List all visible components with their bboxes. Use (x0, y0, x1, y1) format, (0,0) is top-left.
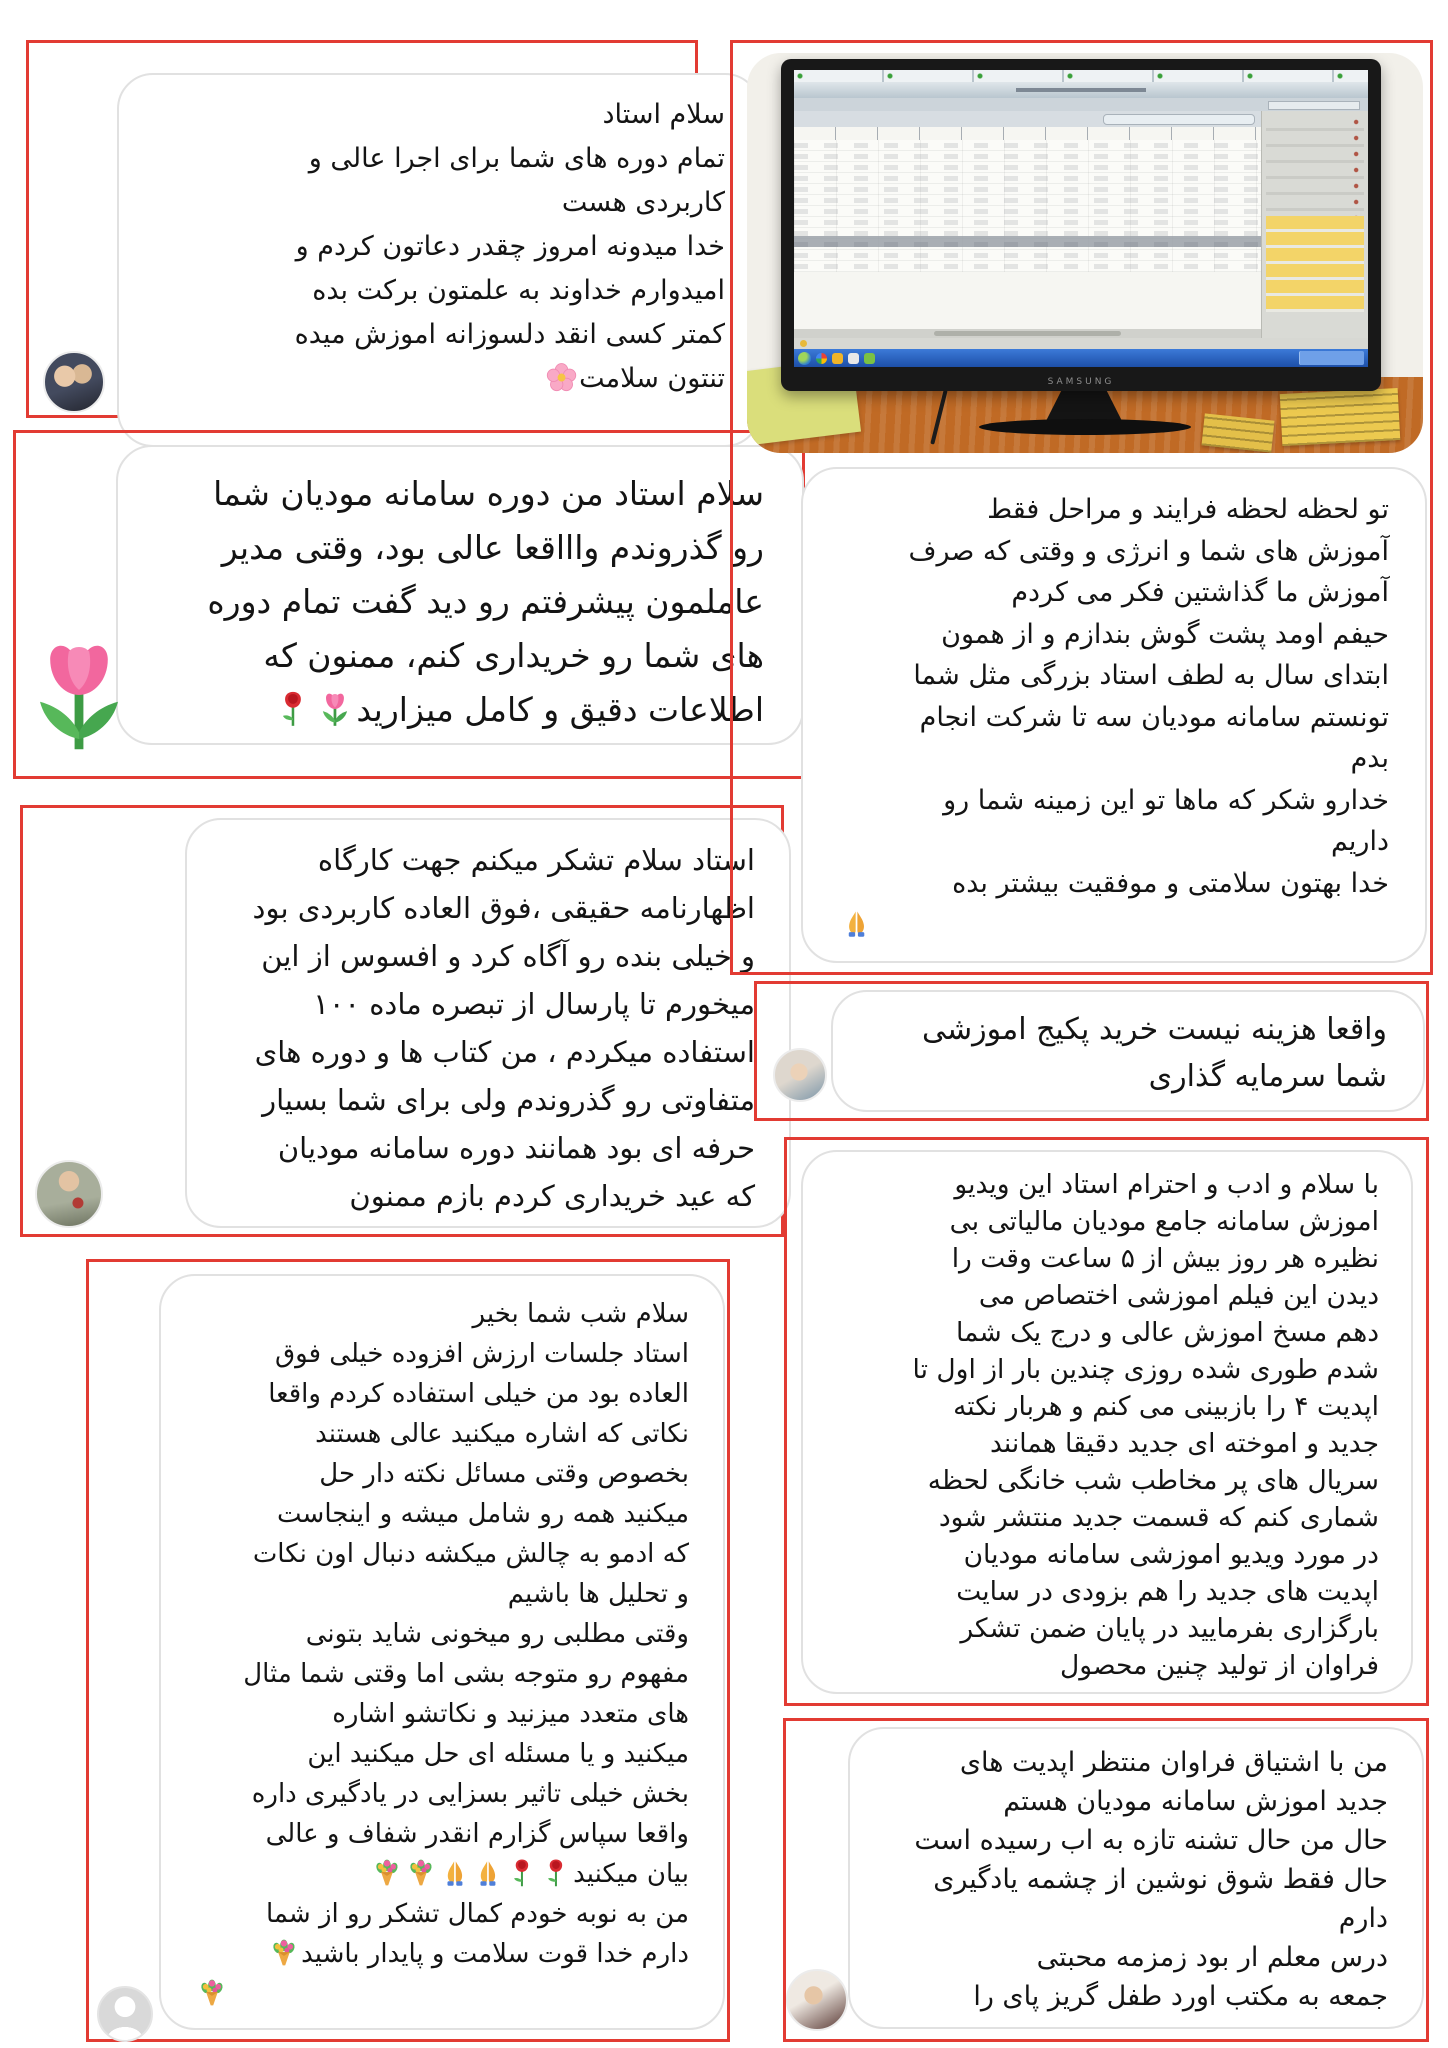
message-line (156, 575, 764, 629)
start-button-icon (798, 352, 811, 365)
message-text: سلام استاد (602, 99, 725, 130)
message-line (195, 1734, 689, 1774)
message-text: دهم مسخ اموزش عالی و درج یک شما (956, 1317, 1379, 1348)
message-line (195, 1654, 689, 1694)
message-text: در مورد ویدیو اموزشی سامانه مودیان (963, 1539, 1379, 1570)
message-line (221, 980, 755, 1028)
message-text: شدم طوری شده روزی چندین بار از اول تا (912, 1354, 1379, 1385)
app-toolbar (794, 98, 1368, 111)
pray-emoji-icon (473, 1858, 503, 1888)
message-text: تونستم سامانه مودیان سه تا شرکت انجام (919, 701, 1389, 733)
message-line (884, 1782, 1388, 1821)
chat-bubble (116, 445, 804, 745)
tulip-emoji-icon (316, 690, 354, 728)
message-text: که عید خریداری کردم بازم ممنون (349, 1179, 755, 1213)
message-line (156, 683, 764, 737)
message-text: بارگزاری بفرمایید در پایان ضمن تشکر (960, 1613, 1379, 1644)
message-text: مفهوم رو متوجه بشی اما وقتی شما مثال (243, 1659, 689, 1689)
message-line (195, 1774, 689, 1814)
message-text: اطلاعات دقیق و کامل میزارید (356, 690, 764, 729)
message-text: تمام دوره های شما برای اجرا عالی و (308, 143, 725, 174)
sidebar-highlighted-items (1266, 216, 1364, 312)
message-text: بیان میکنید (573, 1859, 689, 1889)
pray-emoji-icon (440, 1858, 470, 1888)
message-text: داریم (1330, 826, 1389, 857)
app-icon (864, 353, 875, 364)
sticky-note (1280, 388, 1401, 446)
message-text: خدا بهتون سلامتی و موفقیت بیشتر بده (952, 867, 1389, 899)
message-line (221, 1124, 755, 1172)
message-line (884, 1938, 1388, 1977)
message-line (835, 1240, 1379, 1277)
message-line (195, 1894, 689, 1934)
message-text: با سلام و ادب و احترام استاد این ویدیو (954, 1169, 1379, 1200)
table-filter-bar (794, 111, 1261, 127)
table-header-row (794, 127, 1261, 140)
monitor-brand-label: SAMSUNG (1047, 377, 1115, 387)
monitor-photo (747, 53, 1423, 453)
message-line (195, 1694, 689, 1734)
message-text: متفاوتی رو گذروندم ولی برای شما بسیار (262, 1083, 755, 1117)
browser-icon (816, 353, 827, 364)
message-text: جمعه به مکتب اورد طفل گریز پای را (973, 1981, 1388, 2012)
message-line (884, 1860, 1388, 1899)
default-avatar (97, 1986, 153, 2042)
message-line (835, 1166, 1379, 1203)
chat-bubble (801, 1150, 1413, 1694)
avatar (773, 1048, 827, 1102)
message-text: و خیلی بنده رو آگاه کرد و افسوس از این (261, 939, 755, 973)
screenshot-frame-7 (784, 1137, 1429, 1706)
message-text: تنتون سلامت (579, 363, 725, 394)
message-text: کمتر کسی انقد دلسوزانه اموزش میده (294, 319, 725, 350)
message-text: میکنید همه رو شامل میشه و اینجاست (277, 1499, 689, 1529)
message-text: سلام استاد من دوره سامانه مودیان شما (213, 474, 764, 513)
windows-taskbar (794, 349, 1368, 367)
message-text: میکنید و یا مسئله ای حل میکنید این (307, 1739, 689, 1769)
message-line (839, 738, 1389, 780)
message-line (835, 1462, 1379, 1499)
screenshot-frame-2 (13, 430, 805, 779)
message-line (153, 225, 725, 269)
message-text: اموزش سامانه جامع مودیان مالیاتی بی (949, 1206, 1379, 1237)
message-text: بخش خیلی تاثیر بسزایی در یادگیری داره (251, 1779, 689, 1809)
message-line (835, 1573, 1379, 1610)
message-text: شماری کنم که قسمت جدید منتشر شود (938, 1502, 1379, 1533)
message-text: درس معلم ار بود زمزمه محبتی (1036, 1942, 1388, 1973)
message-line (835, 1203, 1379, 1240)
message-text: واقعا هزینه نیست خرید پکیج اموزشی (922, 1012, 1387, 1047)
message-text: فراوان از تولید چنین محصول (1060, 1650, 1379, 1681)
message-text: اپدیت های جدید را هم بزودی در سایت (956, 1576, 1379, 1607)
app-main-area (794, 111, 1368, 338)
message-line (195, 1574, 689, 1614)
status-bar (794, 338, 1368, 349)
message-line (839, 531, 1389, 573)
message-line (153, 93, 725, 137)
message-line (195, 1854, 689, 1894)
chat-bubble (848, 1727, 1424, 2029)
bouquet-emoji-icon (406, 1858, 436, 1888)
message-text: العاده بود من خیلی استفاده کردم واقعا (268, 1379, 689, 1409)
screenshot-frame-8 (783, 1718, 1429, 2042)
message-text: کاربردی هست (561, 187, 725, 218)
message-text: عاملمون پیشرفتم رو دید گفت تمام دوره (207, 582, 764, 621)
message-line (884, 1899, 1388, 1938)
message-line (835, 1647, 1379, 1684)
taskbar-clock (1299, 351, 1364, 365)
avatar (786, 1969, 848, 2031)
message-line (195, 1494, 689, 1534)
pray-emoji-icon (841, 908, 872, 939)
bouquet-emoji-icon (372, 1858, 402, 1888)
message-line (835, 1610, 1379, 1647)
message-line (869, 1053, 1387, 1100)
message-line (195, 1414, 689, 1454)
tulip-emoji-icon (18, 627, 140, 763)
message-text: جدید اموزش سامانه مودیان هستم (1003, 1786, 1388, 1817)
message-line (195, 1814, 689, 1854)
message-line (835, 1388, 1379, 1425)
message-line (835, 1277, 1379, 1314)
message-text: وقتی مطلبی رو میخونی شاید بتونی (305, 1619, 689, 1649)
message-line (221, 1076, 755, 1124)
message-line (195, 1974, 689, 2014)
message-text: آموزش های شما و انرژی و وقتی که صرف (908, 535, 1389, 567)
message-line (839, 904, 1389, 946)
message-text: بخصوص وقتی مسائل نکته دار حل (319, 1459, 689, 1489)
message-text: استفاده میکردم ، من کتاب ها و دوره های (254, 1035, 755, 1069)
table-rows (794, 140, 1261, 272)
chat-bubble (801, 467, 1427, 963)
message-text: اظهارنامه حقیقی ،فوق العاده کاربردی بود (252, 891, 755, 925)
message-text: حال من حال تشنه تازه به اب رسیده است (914, 1825, 1388, 1856)
message-text: های شما رو خریداری کنم، ممنون که (263, 636, 764, 675)
message-line (839, 780, 1389, 822)
message-line (221, 932, 755, 980)
message-text: نکاتی که اشاره میکنید عالی هستند (315, 1419, 689, 1449)
records-table (794, 111, 1261, 338)
message-line (156, 521, 764, 575)
message-text: ابتدای سال به لطف استاد بزرگی مثل شما (913, 660, 1389, 691)
message-text: استاد سلام تشکر میکنم جهت کارگاه (317, 843, 755, 877)
message-text: خدارو شکر که ماها تو این زمینه شما رو (943, 784, 1389, 816)
message-line (839, 614, 1389, 656)
screenshot-frame-1 (26, 40, 725, 418)
message-text: جدید و اموخته ای جدید دقیقا همانند (989, 1428, 1379, 1459)
message-line (153, 269, 725, 313)
message-text: شما سرمایه گذاری (1148, 1059, 1387, 1094)
message-line (195, 1294, 689, 1334)
message-line (835, 1351, 1379, 1388)
message-line (195, 1454, 689, 1494)
app-icon (848, 353, 859, 364)
message-line (156, 467, 764, 521)
message-line (884, 1821, 1388, 1860)
screenshot-frame-4 (86, 1259, 730, 2042)
message-text: سلام شب شما بخیر (472, 1299, 689, 1329)
message-text: واقعا سپاس گزارم انقدر شفاف و عالی (265, 1819, 689, 1849)
message-line (221, 1028, 755, 1076)
message-line (835, 1499, 1379, 1536)
message-text: اپدیت ۴ را بازبینی می کنم و هربار نکته (953, 1391, 1379, 1422)
message-text: نظیره هر روز بیش از ۵ ساعت وقت را (951, 1243, 1379, 1274)
message-text: دارم خدا قوت سلامت و پایدار باشید (301, 1939, 689, 1969)
chat-bubble (831, 990, 1425, 1112)
message-line (869, 1006, 1387, 1053)
sidebar-panel (1261, 111, 1368, 338)
screenshot-frame-3 (20, 805, 784, 1237)
folder-icon (832, 353, 843, 364)
selected-row (794, 236, 1261, 247)
message-text: رو گذروندم واااقعا عالی بود، وقتی مدیر (221, 528, 764, 567)
message-line (195, 1334, 689, 1374)
message-line (153, 181, 725, 225)
bouquet-emoji-icon (197, 1978, 227, 2008)
message-line (153, 313, 725, 357)
tax-software-screen (794, 70, 1368, 367)
message-line (221, 1172, 755, 1220)
message-text: حرفه ای بود همانند دوره سامانه مودیان (277, 1131, 755, 1165)
chat-bubble (185, 818, 791, 1228)
message-line (221, 836, 755, 884)
message-text: حال فقط شوق نوشین از چشمه یادگیری (933, 1864, 1388, 1895)
message-line (156, 629, 764, 683)
app-title-bar (794, 82, 1368, 98)
chat-bubble (117, 73, 761, 447)
message-line (839, 697, 1389, 739)
message-line (153, 357, 725, 401)
message-text: تو لحظه لحظه فرایند و مراحل فقط (987, 494, 1389, 525)
rose-emoji-icon (541, 1858, 571, 1888)
message-text: سریال های پر مخاطب شب خانگی لحظه (927, 1465, 1379, 1496)
message-line (835, 1425, 1379, 1462)
message-text: استاد جلسات ارزش افزوده خیلی فوق (274, 1339, 689, 1369)
message-line (195, 1614, 689, 1654)
message-line (195, 1934, 689, 1974)
message-line (884, 1743, 1388, 1782)
bouquet-emoji-icon (269, 1938, 299, 1968)
message-line (839, 821, 1389, 863)
avatar (43, 351, 105, 413)
message-line (221, 884, 755, 932)
monitor-base (979, 419, 1191, 435)
rose-emoji-icon (507, 1858, 537, 1888)
message-text: خدا میدونه امروز چقدر دعاتون کردم و (295, 231, 725, 262)
message-line (839, 863, 1389, 905)
message-line (195, 1374, 689, 1414)
message-text: که ادمو به چالش میکشه دنبال اون نکات (252, 1539, 689, 1569)
message-line (884, 1977, 1388, 2016)
message-text: و تحلیل ها باشیم (507, 1579, 689, 1609)
screenshot-frame-5 (730, 40, 1433, 975)
window-tab-bar (794, 70, 1368, 82)
message-text: حیفم اومد پشت گوش بندازم و از همون (941, 618, 1389, 650)
message-line (839, 655, 1389, 697)
message-line (839, 572, 1389, 614)
message-line (153, 137, 725, 181)
message-text: میخورم تا پارسال از تبصره ماده ۱۰۰ (313, 987, 755, 1021)
horizontal-scrollbar (794, 329, 1261, 338)
message-line (195, 1534, 689, 1574)
screenshot-frame-6 (754, 981, 1429, 1121)
message-line (839, 489, 1389, 531)
message-text: من به نوبه خودم کمال تشکر رو از شما (265, 1899, 689, 1929)
rose-emoji-icon (274, 690, 312, 728)
message-line (835, 1536, 1379, 1573)
message-text: دیدن این فیلم اموزشی اختصاص می (978, 1280, 1379, 1311)
blossom-emoji-icon (546, 362, 577, 393)
message-text: بدم (1350, 743, 1389, 774)
message-text: های متعدد میزنید و نکاتشو اشاره (332, 1699, 689, 1729)
message-line (835, 1314, 1379, 1351)
message-text: دارم (1338, 1903, 1388, 1934)
message-text: امیدوارم خداوند به علمتون برکت بده (312, 275, 725, 306)
monitor (781, 59, 1381, 391)
avatar (35, 1160, 103, 1228)
message-text: من با اشتیاق فراوان منتظر اپدیت های (959, 1747, 1388, 1778)
message-text: آموزش ما گذاشتین فکر می کردم (1011, 577, 1389, 608)
chat-bubble (159, 1274, 725, 2030)
